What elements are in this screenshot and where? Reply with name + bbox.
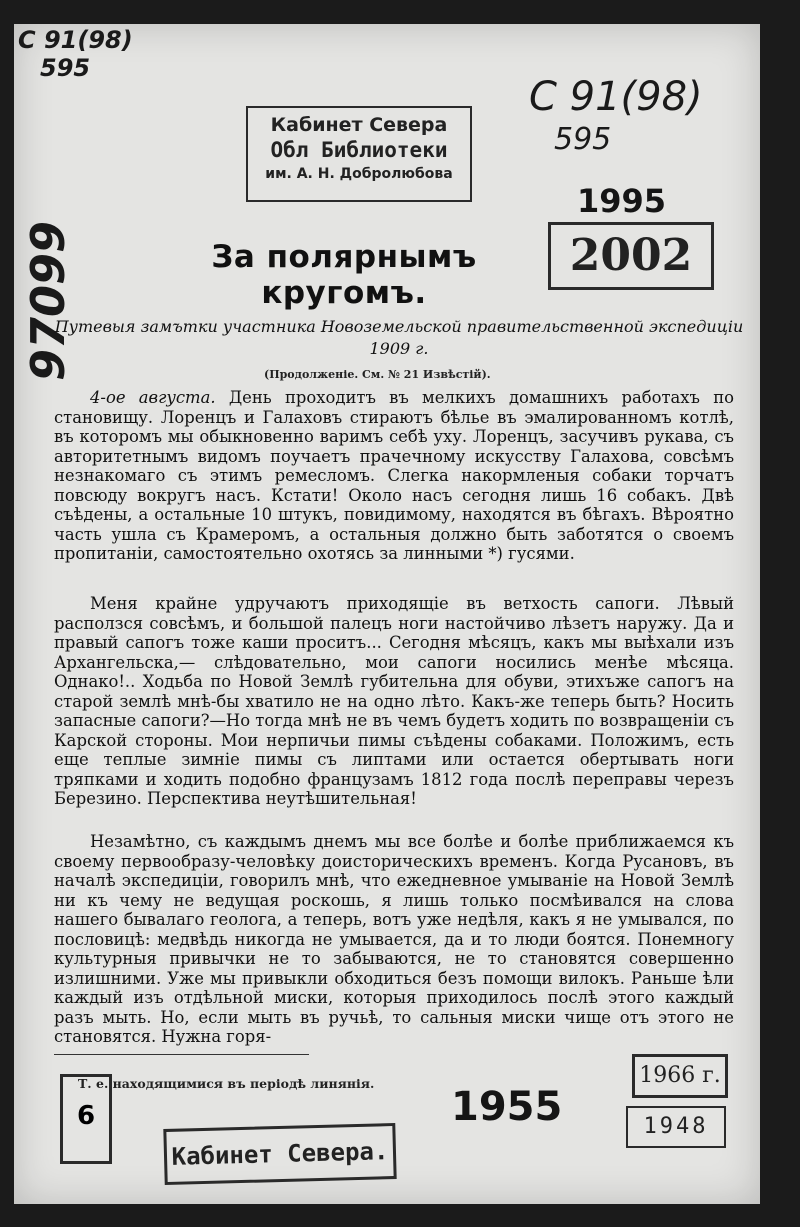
stamp-bottom-text: Кабинет Севера.	[171, 1137, 389, 1171]
document-page	[14, 24, 760, 1204]
paragraph-3: Незамѣтно, съ каждымъ днемъ мы все болѣе и болѣе приближаемся къ своему первообразу-человѣку доисторическихъ временъ. Когда Русановъ, въ началѣ экспедиціи, говорилъ мнѣ, что ежедневное умываніе на Новой Землѣ ни къ чему не ведущая роскошь, я лишь только посмѣивался на слова нашего бывалаго геолога, а теперь, вотъ уже недѣля, какъ я не умывался, по пословицѣ: медвѣдь никогда не умывается, да и то люди боятся. Понемногу культурныя привычки не то забываются, не то становятся совершенно излишними. Уже мы привыкли обходиться безъ помощи вилокъ. Раньше ѣли каждый изъ отдѣльной миски, которыя приходилось послѣ этого каждый разъ мыть. Но, если мыть въ ручьѣ, то сальныя миски чище отъ этого не становятся. Нужна горя-	[54, 832, 734, 1046]
small-box-digit: 6	[76, 1101, 96, 1131]
catalog-number-right: 595	[554, 122, 612, 157]
paragraph-1-date: 4-ое августа.	[90, 388, 216, 407]
footnote-divider	[54, 1054, 309, 1055]
year-1966-text: 1966 г.	[639, 1063, 721, 1088]
stamp-line-1: Кабинет Севера	[270, 114, 448, 136]
catalog-number-top-left: 595	[40, 54, 91, 82]
boxed-number-text: 2002	[569, 230, 693, 281]
footnote: Т. е. находящимися въ періодѣ линянія.	[78, 1076, 375, 1091]
year-mark-1955: 1955	[451, 1084, 563, 1130]
article-subtitle: Путевыя замътки участника Новоземельской правительственной экспедиціи 1909 г.	[54, 317, 744, 358]
boxed-number	[548, 222, 714, 290]
stamp-line-3: им. А. Н. Добролюбова	[265, 166, 453, 182]
year-1948-text: 1948	[643, 1114, 709, 1139]
paragraph-2: Меня крайне удручаютъ приходящіе въ ветхость сапоги. Лѣвый расползся совсѣмъ, и большой палецъ ноги настойчиво лѣзетъ наружу. Да и правый сапогъ тоже каши проситъ... Сегодня мѣсяцъ, какъ мы выѣхали изъ Архангельска,— слѣдовательно, мои сапоги носились менѣе мѣсяца. Однако!.. Ходьба по Новой Землѣ губительна для обуви, этихъже сапогъ на старой землѣ мнѣ-бы хватило не на одно лѣто. Какъ-же теперь быть? Носить запасные сапоги?—Но тогда мнѣ не въ чемъ будетъ ходить по возвращеніи съ Карской стороны. Мои нерпичьи пимы съѣдены собаками. Положимъ, есть еще теплые зимніе пимы съ липтами или остается обертывать ноги тряпками и ходить подобно французамъ 1812 года послѣ переправы черезъ Березино. Перспектива неутѣшительная!	[54, 594, 734, 808]
library-stamp-top	[246, 106, 472, 202]
paragraph-1	[54, 388, 734, 564]
year-box-1966	[632, 1054, 728, 1098]
paragraph-1-text: День проходитъ въ мелкихъ домашнихъ работахъ по становищу. Лоренцъ и Галаховъ стираютъ бѣлье въ эмалированномъ котлѣ, въ которомъ мы обыкновенно варимъ себѣ уху. Лоренцъ, засучивъ рукава, съ авторитетнымъ видомъ поучаетъ прачечному искусству Галахова, совсѣмъ незнакомаго съ этимъ ремесломъ. Слегка накормленыя собаки торчатъ повсюду вокругъ насъ. Кстати! Около насъ сегодня лишь 16 собакъ. Двѣ съѣдены, а остальные 10 штукъ, повидимому, находятся въ бѣгахъ. Вѣроятно часть ушла съ Крамеромъ, а остальныя должно быть заботятся о своемъ пропитаніи, самостоятельно охотясь за линными *) гусями.	[54, 388, 734, 563]
article-title: За полярнымъ кругомъ.	[211, 239, 477, 311]
catalog-code-top-left: С 91(98)	[18, 26, 133, 54]
catalog-code-right: С 91(98)	[529, 74, 703, 120]
small-number-box	[60, 1074, 112, 1164]
library-stamp-bottom	[163, 1123, 396, 1185]
inventory-number-vertical: 97099	[21, 220, 76, 382]
stamp-line-2: Обл Библиотеки	[270, 138, 448, 162]
year-box-1948	[626, 1106, 726, 1148]
continuation-note: (Продолженіе. См. № 21 Извѣстій).	[264, 368, 491, 381]
year-mark-1995: 1995	[577, 182, 667, 220]
